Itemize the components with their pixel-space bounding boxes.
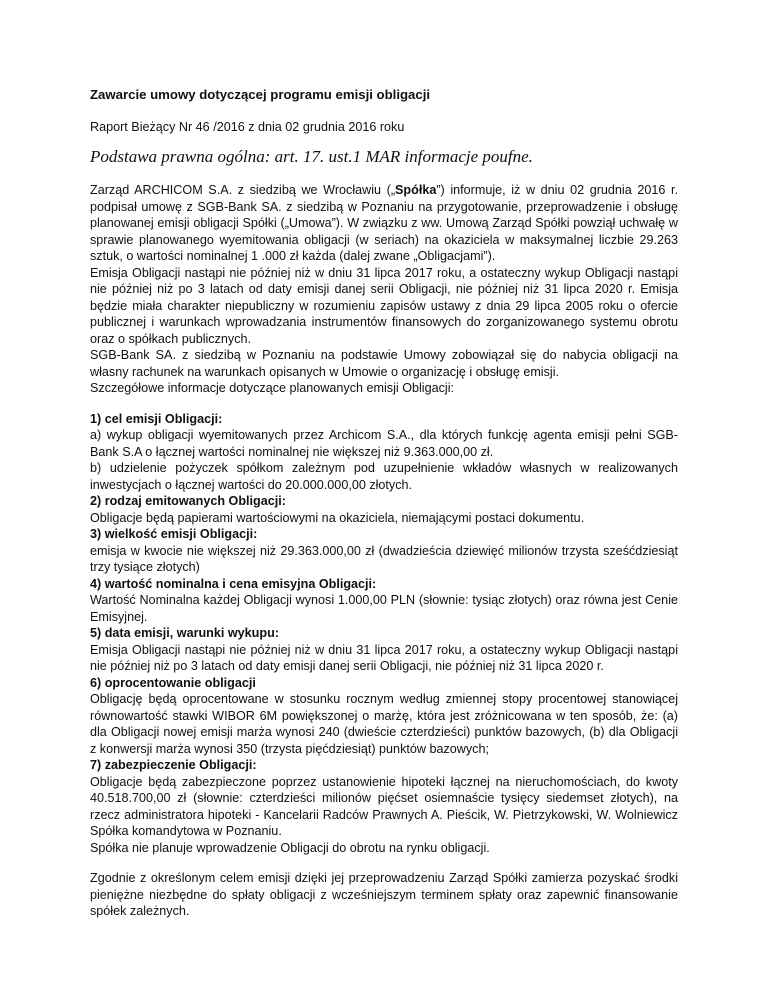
section-heading: 4) wartość nominalna i cena emisyjna Obligacji: (90, 576, 377, 591)
intro-paragraph-3: SGB-Bank SA. z siedzibą w Poznaniu na podstawie Umowy zobowiązał się do nabycia obligacji na własny rachunek na warunkach opisanych w Umowie o organizację i obsługę emisji. (90, 348, 678, 379)
section-paragraph: b) udzielenie pożyczek spółkom zależnym pod uzupełnienie wkładów własnych w realizowanych inwestycjach o łącznej wartości do 20.000.000,00 złotych. (90, 461, 678, 492)
section-paragraph: Emisja Obligacji nastąpi nie później niż w dniu 31 lipca 2017 roku, a ostateczny wykup Obligacji nastąpi nie później niż po 3 latach od daty emisji danej serii Obligacji, nie później niż 31 lipca 2020 r. (90, 642, 678, 673)
section-1 (90, 411, 678, 494)
section-2 (90, 493, 678, 526)
section-paragraph: a) wykup obligacji wyemitowanych przez Archicom S.A., dla których funkcję agenta emisji pełni SGB-Bank S.A o łącznej wartości nominalnej nie większej niż 9.363.000,00 zł. (90, 428, 678, 459)
section-4 (90, 576, 678, 626)
section-paragraph: Spółka nie planuje wprowadzenie Obligacji do obrotu na rynku obligacji. (90, 840, 490, 855)
section-heading: 5) data emisji, warunki wykupu: (90, 626, 279, 640)
closing-paragraph: Zgodnie z określonym celem emisji dzięki jej przeprowadzeniu Zarząd Spółki zamierza pozyskać środki pieniężne niezbędne do spłaty obligacji z wcześniejszym terminem spłaty oraz zapewnić finansowanie spółek zależnych. (90, 871, 678, 918)
section-paragraph: emisja w kwocie nie większej niż 29.363.000,00 zł (dwadzieścia dziewięć milionów trzysta sześćdziesiąt trzy tysiące złotych) (90, 543, 678, 574)
spacer (90, 397, 678, 411)
section-heading: 3) wielkość emisji Obligacji: (90, 527, 258, 541)
intro-paragraph-1 (90, 182, 678, 265)
section-paragraph: Obligację będą oprocentowane w stosunku rocznym według zmiennej stopy procentowej stanowiącej równowartość stawki WIBOR 6M powiększonej o marżę, która jest zróżnicowana w ten sposób, że: (a) dla Obligacji nowej emisji marża wynosi 240 (dwieście czterdzieści) punktów bazowych, (b) dla Obligacji z konwersji marża wynosi 350 (trzysta pięćdziesiąt) punktów bazowych; (90, 692, 678, 756)
section-paragraph: Obligacje będą zabezpieczone poprzez ustanowienie hipoteki łącznej na nieruchomościach, do kwoty 40.518.700,00 zł (słownie: czterdzieści milionów pięćset osiemnaście tysięcy siedemset złotych), na rzecz administratora hipoteki - Kancelarii Radców Prawnych A. Pieścik, W. Pietrzykowski, W. Wolniewicz Spółka komandytowa w Poznaniu. (90, 774, 678, 838)
section-6 (90, 675, 678, 758)
spacer (90, 856, 678, 870)
section-heading: 1) cel emisji Obligacji: (90, 411, 223, 426)
section-3 (90, 526, 678, 576)
section-paragraph: Obligacje będą papierami wartościowymi na okaziciela, niemającymi postaci dokumentu. (90, 510, 585, 525)
section-heading: 6) oprocentowanie obligacji (90, 675, 256, 690)
document-body (90, 87, 678, 920)
section-7 (90, 757, 678, 856)
intro-text-before: Zarząd ARCHICOM S.A. z siedzibą we Wrocławiu („ (90, 183, 396, 197)
intro-paragraph-2: Emisja Obligacji nastąpi nie później niż w dniu 31 lipca 2017 roku, a ostateczny wykup Obligacji nastąpi nie później niż po 3 latach od daty emisji danej serii Obligacji, nie później niż 31 lipca 2020 r. Emisja będzie miała charakter niepubliczny w rozumieniu zapisów ustawy z dnia 29 lipca 2005 roku o ofercie publicznej i warunkach wprowadzania instrumentów finansowych do zorganizowanego systemu obrotu oraz o spółkach publicznych. (90, 265, 678, 346)
company-term: Spółka (395, 183, 437, 197)
section-paragraph: Wartość Nominalna każdej Obligacji wynosi 1.000,00 PLN (słownie: tysiąc złotych) oraz równa jest Cenie Emisyjnej. (90, 593, 678, 624)
intro-text-after: ”) informuje, iż w dniu 02 grudnia 2016 r. podpisał umowę z SGB-Bank SA. z siedzibą w Poznaniu na przygotowanie, przeprowadzenie i obsługę planowanej emisji obligacji Spółki („Umowa”). W związku z ww. Umową Zarząd Spółki powziął uchwałę w sprawie planowanego wyemitowania obligacji (w seriach) na okaziciela w maksymalnej liczbie 29.263 sztuk, o wartości nominalnej 1 .000 zł każda (dalej zwane „Obligacjami”). (90, 183, 678, 263)
section-heading: 2) rodzaj emitowanych Obligacji: (90, 494, 286, 508)
report-number: Raport Bieżący Nr 46 /2016 z dnia 02 grudnia 2016 roku (90, 119, 405, 134)
section-5 (90, 625, 678, 675)
intro-paragraph-4: Szczegółowe informacje dotyczące planowanych emisji Obligacji: (90, 381, 454, 395)
section-heading: 7) zabezpieczenie Obligacji: (90, 758, 257, 772)
document-title: Zawarcie umowy dotyczącej programu emisji obligacji (90, 87, 431, 102)
legal-basis: Podstawa prawna ogólna: art. 17. ust.1 MAR informacje poufne. (90, 147, 533, 166)
